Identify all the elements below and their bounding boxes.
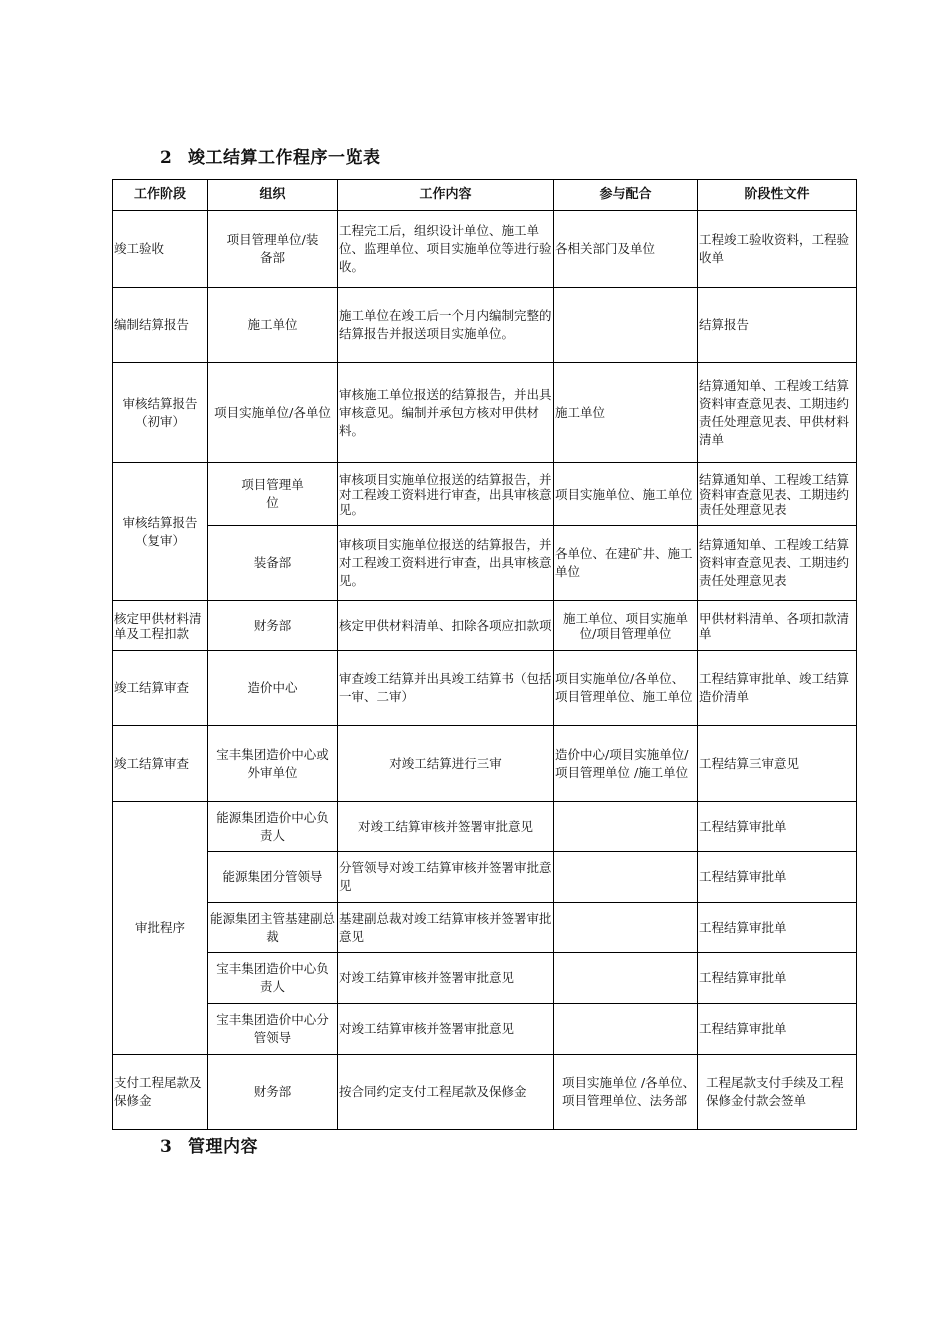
cell-docs: 工程结算审批单	[698, 1004, 857, 1055]
cell-org: 能源集团主管基建副总裁	[208, 903, 338, 953]
cell-docs: 结算通知单、工程竣工结算资料审查意见表、工期违约责任处理意见表、甲供材料清单	[698, 363, 857, 463]
section-2-heading	[160, 143, 381, 168]
cell-coop: 项目实施单位/各单位、项目管理单位、施工单位	[554, 651, 698, 726]
cell-coop: 施工单位	[554, 363, 698, 463]
cell-org: 能源集团分管领导	[208, 852, 338, 903]
cell-content: 审核项目实施单位报送的结算报告，并对工程竣工资料进行审查，出具审核意见。	[338, 463, 554, 526]
cell-content: 核定甲供材料清单、扣除各项应扣款项	[338, 601, 554, 651]
cell-coop	[554, 1004, 698, 1055]
cell-coop	[554, 903, 698, 953]
section-3-title: 管理内容	[188, 1137, 258, 1157]
cell-coop: 造价中心/项目实施单位/项目管理单位 /施工单位	[554, 726, 698, 802]
cell-docs: 工程结算审批单	[698, 852, 857, 903]
cell-content: 审查竣工结算并出具竣工结算书（包括一审、二审）	[338, 651, 554, 726]
cell-content: 分管领导对竣工结算审核并签署审批意见	[338, 852, 554, 903]
cell-stage: 竣工结算审查	[113, 726, 208, 802]
cell-stage: 竣工结算审查	[113, 651, 208, 726]
cell-coop	[554, 953, 698, 1004]
cell-org: 项目实施单位/各单位	[208, 363, 338, 463]
cell-docs: 甲供材料清单、各项扣款清单	[698, 601, 857, 651]
table-row	[113, 363, 857, 463]
cell-content: 工程完工后，组织设计单位、施工单位、监理单位、项目实施单位等进行验收。	[338, 211, 554, 288]
table-row	[113, 288, 857, 363]
table-row	[113, 1004, 857, 1055]
table-row	[113, 726, 857, 802]
cell-stage: 审核结算报告（复审）	[113, 463, 208, 601]
header-stage: 工作阶段	[113, 180, 208, 211]
table-row	[113, 802, 857, 852]
cell-docs: 工程竣工验收资料，工程验收单	[698, 211, 857, 288]
table-row	[113, 601, 857, 651]
cell-coop: 项目实施单位 /各单位、项目管理单位、法务部	[554, 1055, 698, 1130]
table-row	[113, 953, 857, 1004]
table-header-row	[113, 180, 857, 211]
header-content: 工作内容	[338, 180, 554, 211]
cell-content: 施工单位在竣工后一个月内编制完整的结算报告并报送项目实施单位。	[338, 288, 554, 363]
cell-org: 财务部	[208, 1055, 338, 1130]
header-org: 组织	[208, 180, 338, 211]
table-row	[113, 463, 857, 526]
section-2-number: 2	[160, 148, 173, 168]
section-2-title: 竣工结算工作程序一览表	[188, 148, 381, 168]
header-coop: 参与配合	[554, 180, 698, 211]
table-row	[113, 211, 857, 288]
cell-docs: 工程尾款支付手续及工程保修金付款会签单	[698, 1055, 857, 1130]
cell-content: 对竣工结算进行三审	[338, 726, 554, 802]
cell-stage: 编制结算报告	[113, 288, 208, 363]
cell-docs: 结算通知单、工程竣工结算资料审查意见表、工期违约责任处理意见表	[698, 526, 857, 601]
cell-coop	[554, 802, 698, 852]
cell-org: 宝丰集团造价中心负责人	[208, 953, 338, 1004]
cell-stage: 审批程序	[113, 802, 208, 1055]
cell-docs: 工程结算三审意见	[698, 726, 857, 802]
table-row	[113, 1055, 857, 1130]
cell-stage: 竣工验收	[113, 211, 208, 288]
cell-coop: 项目实施单位、施工单位	[554, 463, 698, 526]
cell-coop: 施工单位、项目实施单位/项目管理单位	[554, 601, 698, 651]
cell-org: 装备部	[208, 526, 338, 601]
cell-coop	[554, 852, 698, 903]
cell-content: 对竣工结算审核并签署审批意见	[338, 802, 554, 852]
cell-coop	[554, 288, 698, 363]
cell-docs: 工程结算审批单	[698, 903, 857, 953]
cell-org: 宝丰集团造价中心分管领导	[208, 1004, 338, 1055]
cell-coop: 各相关部门及单位	[554, 211, 698, 288]
cell-org: 施工单位	[208, 288, 338, 363]
section-3-number: 3	[160, 1137, 173, 1157]
cell-content: 基建副总裁对竣工结算审核并签署审批意见	[338, 903, 554, 953]
table-row	[113, 526, 857, 601]
cell-org: 宝丰集团造价中心或外审单位	[208, 726, 338, 802]
cell-docs: 结算通知单、工程竣工结算资料审查意见表、工期违约责任处理意见表	[698, 463, 857, 526]
cell-docs: 结算报告	[698, 288, 857, 363]
cell-content: 对竣工结算审核并签署审批意见	[338, 953, 554, 1004]
settlement-procedure-table	[112, 179, 857, 1130]
cell-docs: 工程结算审批单、竣工结算造价清单	[698, 651, 857, 726]
cell-org: 项目管理单位	[208, 463, 338, 526]
cell-docs: 工程结算审批单	[698, 802, 857, 852]
table-row	[113, 903, 857, 953]
cell-content: 对竣工结算审核并签署审批意见	[338, 1004, 554, 1055]
cell-stage: 核定甲供材料清单及工程扣款	[113, 601, 208, 651]
cell-stage: 审核结算报告（初审）	[113, 363, 208, 463]
cell-content: 审核项目实施单位报送的结算报告，并对工程竣工资料进行审查，出具审核意见。	[338, 526, 554, 601]
table-row	[113, 852, 857, 903]
cell-org: 能源集团造价中心负责人	[208, 802, 338, 852]
cell-stage: 支付工程尾款及保修金	[113, 1055, 208, 1130]
cell-org: 项目管理单位/装备部	[208, 211, 338, 288]
cell-org: 财务部	[208, 601, 338, 651]
cell-org: 造价中心	[208, 651, 338, 726]
header-docs: 阶段性文件	[698, 180, 857, 211]
cell-content: 审核施工单位报送的结算报告，并出具审核意见。编制并承包方核对甲供材料。	[338, 363, 554, 463]
cell-coop: 各单位、在建矿井、施工单位	[554, 526, 698, 601]
cell-docs: 工程结算审批单	[698, 953, 857, 1004]
section-3-heading	[160, 1132, 258, 1157]
table-row	[113, 651, 857, 726]
cell-content: 按合同约定支付工程尾款及保修金	[338, 1055, 554, 1130]
